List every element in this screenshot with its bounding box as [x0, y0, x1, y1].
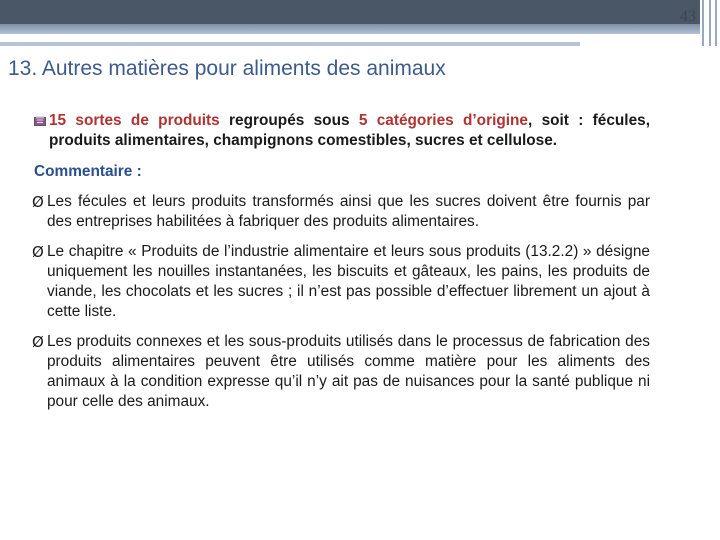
- lead-text-list: , soit : fécules, produits alimentaires, champignons comestibles, sucres et cellulose.: [49, 112, 650, 149]
- comment-bullet-text: Les produits connexes et les sous-produits utilisés dans le processus de fabrication des produits alimentaires peuvent être utilisés comme matière pour les aliments des animaux à la condition expresse qu’il n’y ait pas de nuisances pour la santé publique ni pour celle des animaux.: [47, 333, 650, 410]
- arrow-bullet-icon: Ø: [32, 333, 44, 351]
- slide-title: 13. Autres matières pour aliments des animaux: [8, 57, 446, 80]
- lead-highlight-categories: 5 catégories d’origine: [358, 112, 528, 129]
- header-accent-band: [0, 24, 700, 34]
- lead-highlight-products: 15 sortes de produits: [49, 112, 220, 129]
- header-bar: [0, 0, 700, 24]
- comment-bullet-3: [32, 332, 650, 412]
- page-number: 43: [680, 8, 696, 25]
- comment-bullet-2: [32, 242, 650, 322]
- header-side-lines: [702, 0, 718, 46]
- arrow-bullet-icon: Ø: [32, 243, 44, 261]
- lead-text-grouped: regroupés sous: [219, 112, 359, 129]
- comment-bullet-text: Les fécules et leurs produits transformés ainsi que les sucres doivent être fournis par des entreprises habilitées à fabriquer des produits alimentaires.: [47, 193, 650, 230]
- lead-paragraph: [32, 111, 650, 151]
- arrow-bullet-icon: Ø: [32, 193, 44, 211]
- slide-content: [32, 111, 650, 422]
- header-underline: [0, 42, 580, 46]
- comment-bullet-1: [32, 192, 650, 232]
- comment-heading: Commentaire :: [34, 163, 142, 180]
- comment-bullet-text: Le chapitre « Produits de l’industrie alimentaire et leurs sous produits (13.2.2) » désigne uniquement les nouilles instantanées, les biscuits et gâteaux, les pains, les produits de viande, les chocolats et les sucres ; il n’est pas possible d’effectuer librement un ajout à cette liste.: [47, 243, 650, 320]
- book-bullet-icon: [34, 116, 46, 126]
